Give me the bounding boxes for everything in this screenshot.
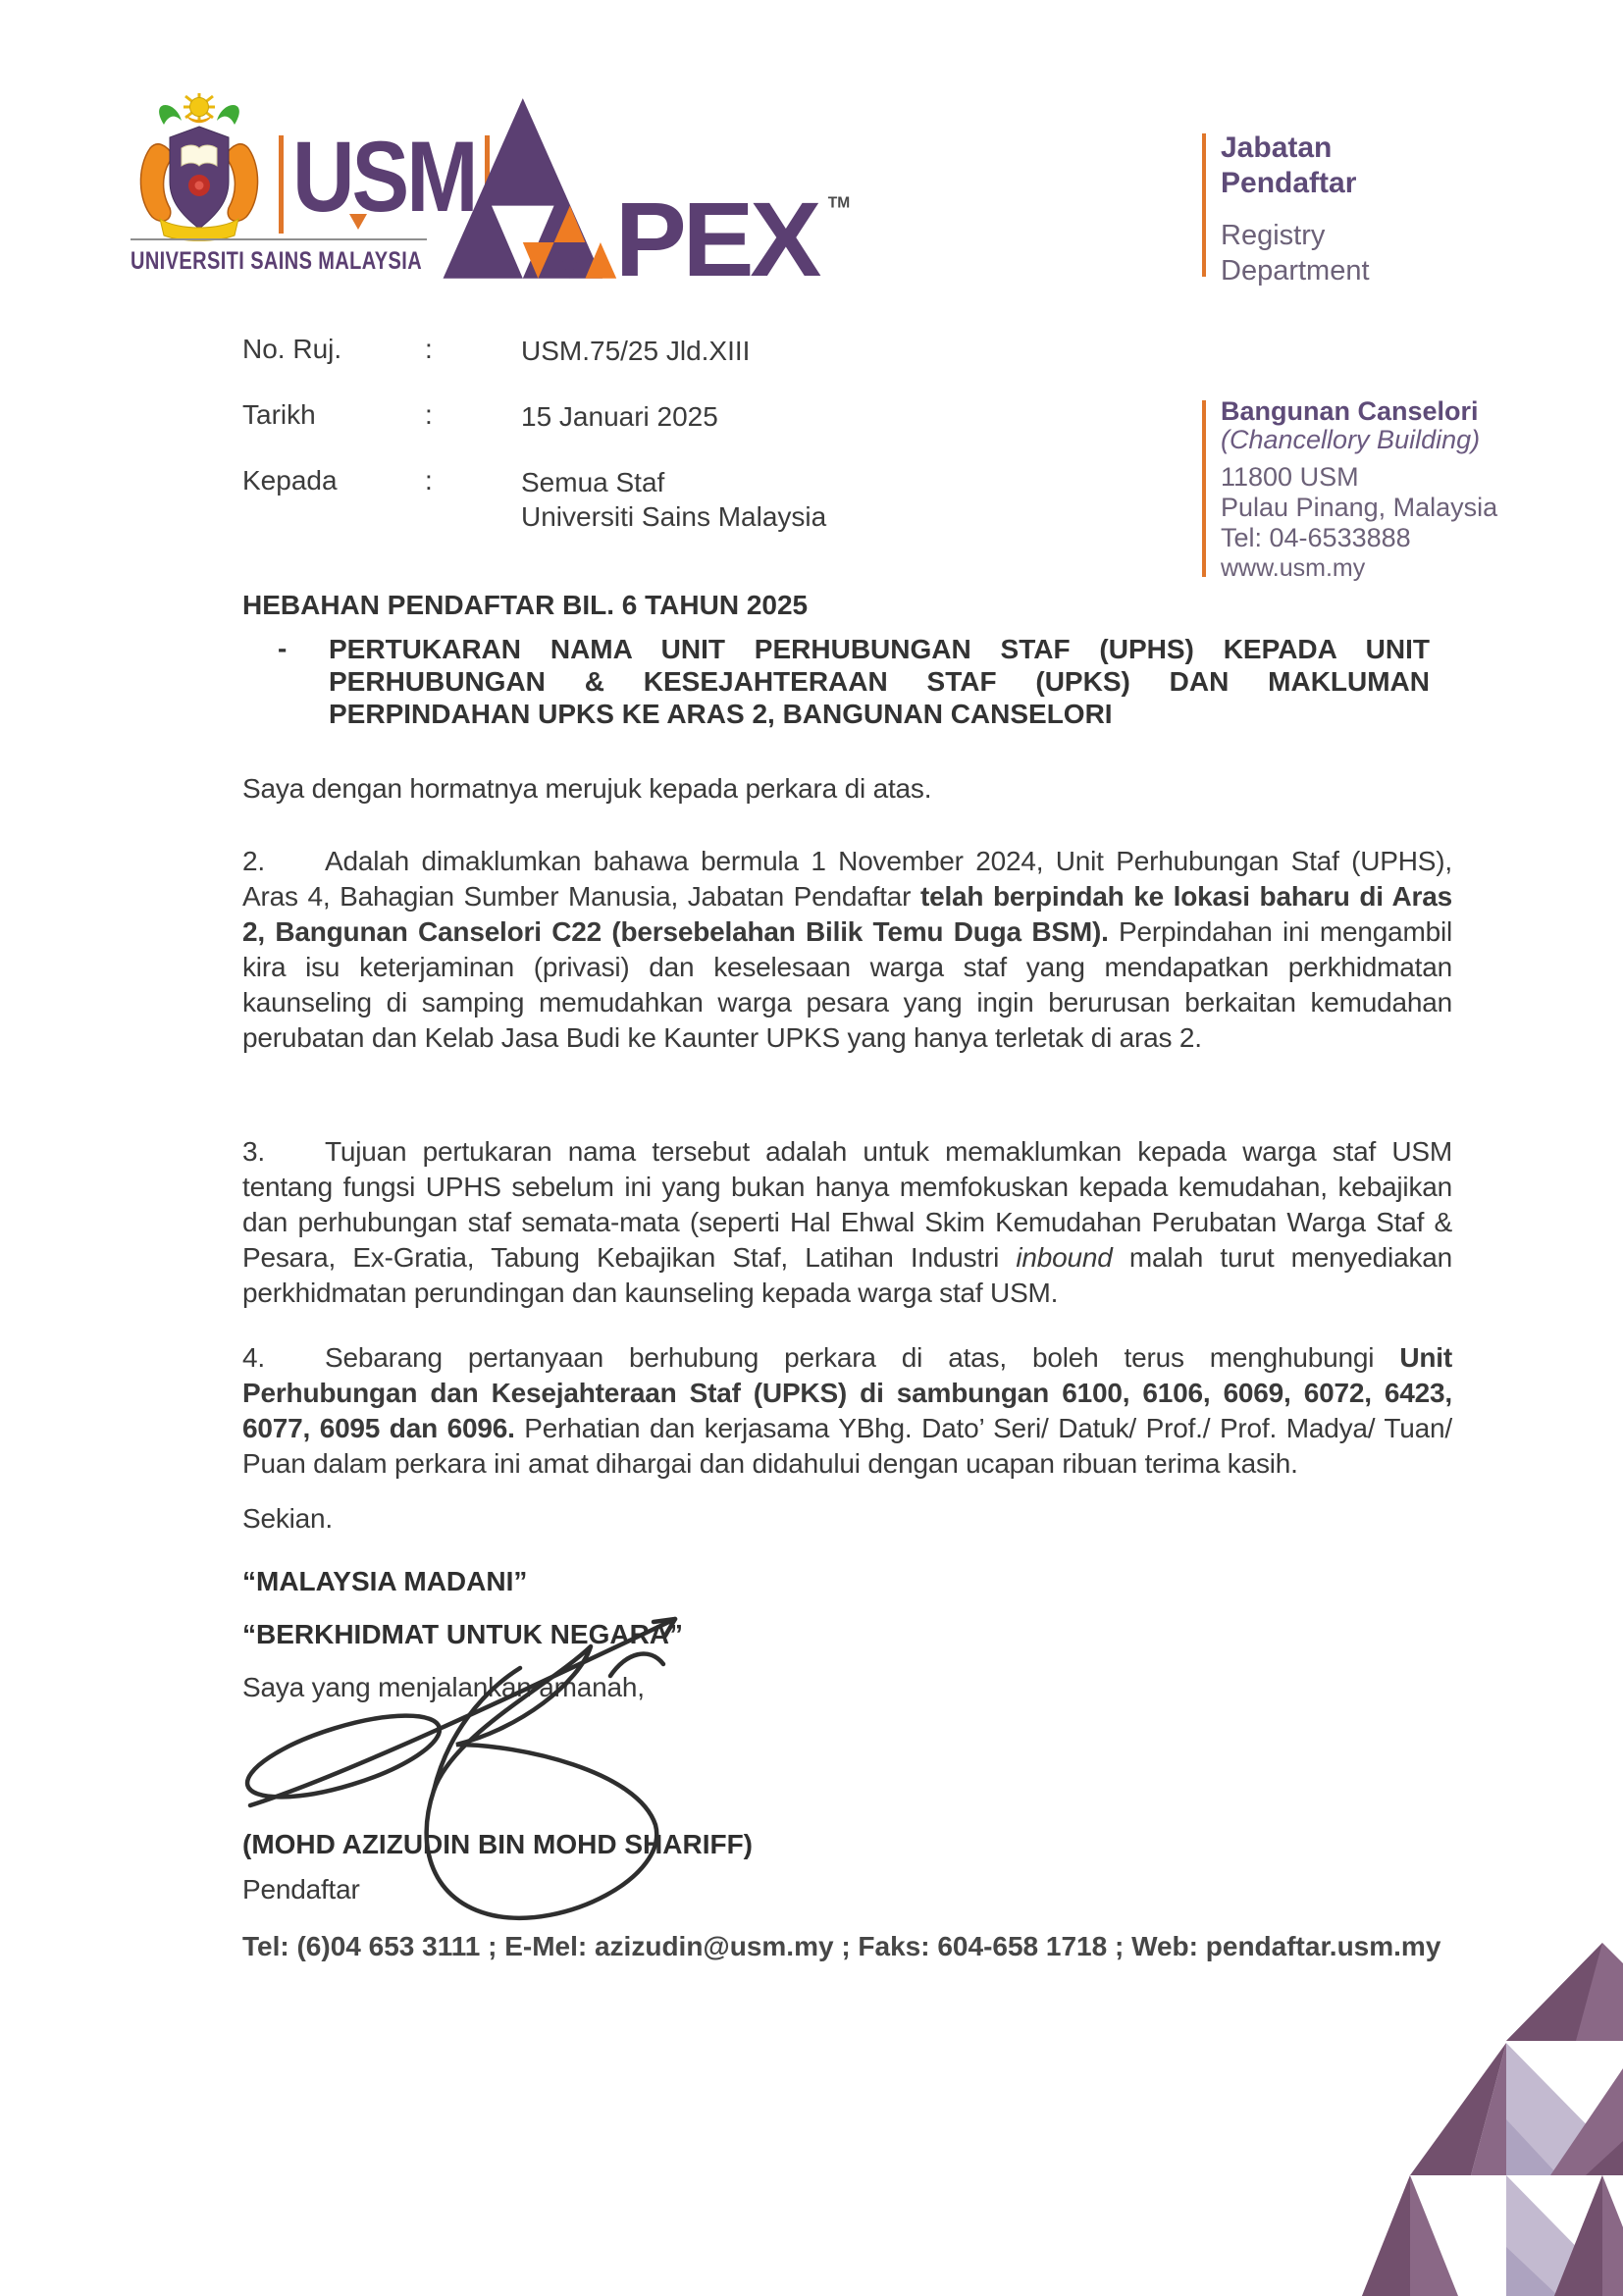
dept-en-line2: Department — [1221, 255, 1370, 287]
tiger-left-icon — [140, 144, 174, 221]
orange-rule-address — [1202, 400, 1206, 577]
leaf-left-icon — [159, 105, 182, 125]
address-web: www.usm.my — [1221, 554, 1366, 582]
ref-row — [242, 334, 929, 373]
subject-dash: - — [278, 633, 288, 663]
tiger-right-icon — [225, 144, 258, 221]
footer-contact: Tel: (6)04 653 3111 ; E-Mel: azizudin@usm.my ; Faks: 604-658 1718 ; Web: pendaftar.usm.my — [242, 1931, 1441, 1961]
paragraph-3 — [242, 1134, 1452, 1311]
corner-mosaic — [1289, 1923, 1623, 2296]
to-row — [242, 465, 929, 544]
paragraph-3-text-cont: malah turut menyediakan perkhidmatan perundingan dan kaunseling kepada warga staf USM. — [242, 1242, 1452, 1308]
to-label: Kepada — [242, 465, 338, 496]
paragraph-3-number: 3. — [242, 1136, 265, 1167]
slogan-madani: “MALAYSIA MADANI” — [242, 1566, 528, 1596]
to-colon: : — [425, 465, 433, 496]
dept-my-line2: Pendaftar — [1221, 167, 1357, 199]
date-colon: : — [425, 399, 433, 430]
leaf-right-icon — [217, 105, 239, 125]
signatory-name: (MOHD AZIZUDIN BIN MOHD SHARIFF) — [242, 1829, 754, 1859]
address-tel: Tel: 04-6533888 — [1221, 523, 1411, 552]
date-row — [242, 399, 929, 439]
orange-bar-left — [279, 135, 284, 234]
apex-logo — [440, 91, 856, 299]
usm-letters: USM — [292, 120, 476, 233]
paragraph-4 — [242, 1340, 1452, 1482]
address-building-en: (Chancellory Building) — [1221, 425, 1481, 454]
ref-value: USM.75/25 Jld.XIII — [521, 336, 751, 366]
slogan-negara: “BERKHIDMAT UNTUK NEGARA” — [242, 1619, 684, 1649]
paragraph-4-text-cont: Perhatian dan kerjasama YBhg. Dato’ Seri/ Datuk/ Prof./ Prof. Madya/ Tuan/ Puan dalam perkara ini amat dihargai dan didahului dengan ucapan ribuan terima kasih. — [242, 1413, 1452, 1479]
signatory-title: Pendaftar — [242, 1874, 360, 1905]
paragraph-4-number: 4. — [242, 1342, 265, 1373]
paragraph-intro: Saya dengan hormatnya merujuk kepada perkara di atas. — [242, 773, 932, 804]
closing-word: Sekian. — [242, 1503, 333, 1534]
orange-rule-top — [1202, 133, 1206, 277]
paragraph-2-number: 2. — [242, 846, 265, 876]
address-block — [1221, 397, 1613, 584]
address-building-my: Bangunan Canselori — [1221, 396, 1479, 426]
date-label: Tarikh — [242, 399, 316, 430]
paragraph-2-bold: telah berpindah ke lokasi baharu di Aras 2, Bangunan Canselori C22 (bersebelahan Bilik Temu Duga BSM). — [242, 881, 1452, 947]
usm-caption: UNIVERSITI SAINS MALAYSIA — [131, 247, 423, 275]
department-block — [1221, 130, 1370, 288]
ref-colon: : — [425, 334, 433, 364]
subject-body: PERTUKARAN NAMA UNIT PERHUBUNGAN STAF (UPHS) KEPADA UNIT PERHUBUNGAN & KESEJAHTERAAN STAF (UPKS) DAN MAKLUMAN PERPINDAHAN UPKS KE ARAS 2, BANGUNAN CANSELORI — [329, 634, 1430, 729]
ref-label: No. Ruj. — [242, 334, 342, 364]
usm-crest-logo — [131, 91, 268, 243]
date-value: 15 Januari 2025 — [521, 401, 718, 432]
dept-en-line1: Registry — [1221, 220, 1326, 251]
book-icon — [182, 145, 217, 166]
paragraph-3-italic: inbound — [1016, 1242, 1113, 1273]
paragraph-2-text: Adalah dimaklumkan bahawa bermula 1 November 2024, Unit Perhubungan Staf (UPHS), Aras 4, Bahagian Sumber Manusia, Jabatan Pendaftar — [242, 846, 1452, 912]
pre-signature-line: Saya yang menjalankan amanah, — [242, 1672, 645, 1702]
to-value-line1: Semua Staf — [521, 467, 665, 497]
paragraph-3-text: Tujuan pertukaran nama tersebut adalah untuk memaklumkan kepada warga staf USM tentang fungsi UPHS sebelum ini yang bukan hanya memfokuskan kepada kemudahan, kebajikan dan perhubungan staf semata-mata (seperti Hal Ehwal Skim Kemudahan Perubatan Warga Staf & Pesara, Ex-Gratia, Tabung Kebajikan Staf, Latihan Industri — [242, 1136, 1452, 1273]
paragraph-4-text: Sebarang pertanyaan berhubung perkara di atas, boleh terus menghubungi — [325, 1342, 1400, 1373]
paragraph-4-bold: Unit Perhubungan dan Kesejahteraan Staf (UPKS) di sambungan 6100, 6106, 6069, 6072, 6423, 6077, 6095 dan 6096. — [242, 1342, 1452, 1443]
to-value-line2: Universiti Sains Malaysia — [521, 501, 827, 532]
apex-word: PEX — [614, 180, 818, 298]
subject-title: HEBAHAN PENDAFTAR BIL. 6 TAHUN 2025 — [242, 590, 809, 620]
address-postcode: 11800 USM — [1221, 462, 1359, 492]
dept-my-line1: Jabatan — [1221, 131, 1333, 164]
address-state: Pulau Pinang, Malaysia — [1221, 493, 1498, 522]
paragraph-2 — [242, 844, 1452, 1056]
logo-divider — [131, 238, 427, 240]
paragraph-2-text-cont: Perpindahan ini mengambil kira isu keterjaminan (privasi) dan keselesaan warga staf yang mendapatkan perkhidmatan kaunseling di samping memudahkan warga pesara yang ingin berurusan berkaitan kemudahan perubatan dan Kelab Jasa Budi ke Kaunter UPKS yang hanya terletak di aras 2. — [242, 916, 1452, 1053]
usm-orange-triangle — [349, 214, 367, 230]
apex-tm: TM — [827, 194, 851, 212]
